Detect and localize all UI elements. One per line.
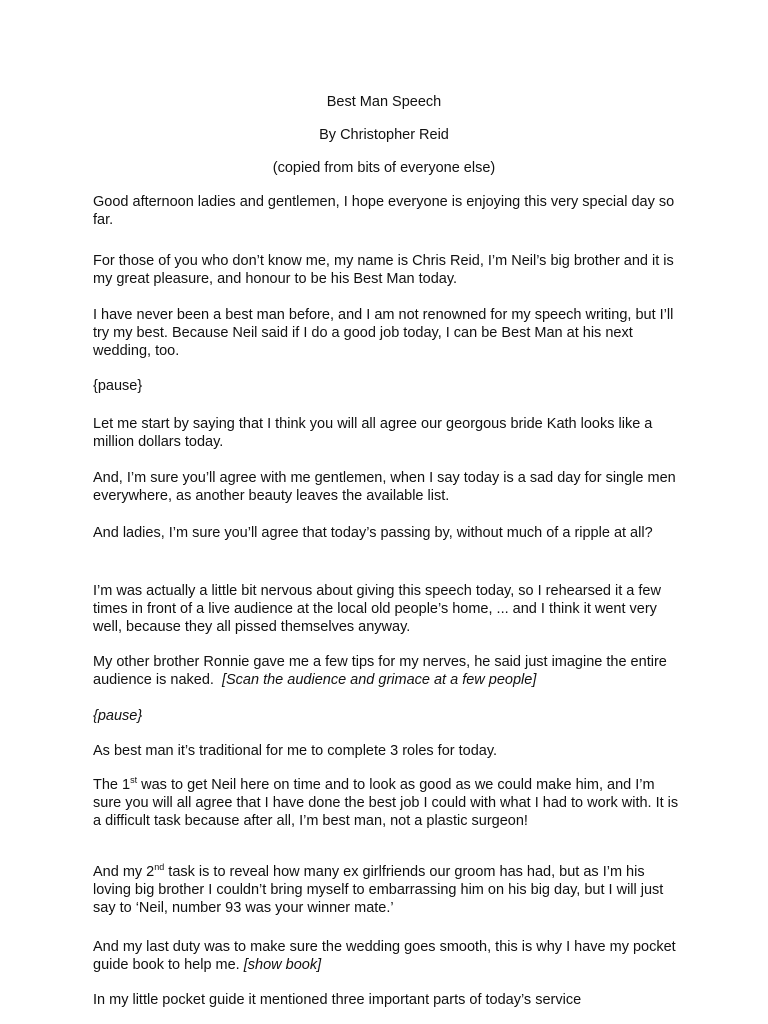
first-role-ordinal: st (130, 775, 138, 786)
paragraph-nerves-tips (93, 653, 683, 689)
paragraph-first-role (93, 776, 683, 830)
first-role-text: was to get Neil here on time and to look as good as we could make him, and I’m sure you will all agree that I have done the best job I could with what I had to work with. It is a difficult task because after all, I’m best man, not a plastic surgeon! (93, 777, 679, 829)
document-title: Best Man Speech (326, 94, 442, 110)
paragraph-pause-1: {pause} (93, 378, 143, 394)
second-role-lead: And my 2 (93, 864, 155, 880)
stage-direction-scan: [Scan the audience and grimace at a few people] (221, 672, 537, 688)
paragraph-nervous: I’m was actually a little bit nervous about giving this speech today, so I rehearsed it a few times in front of a live audience at the local old people’s home, ... and I think it went very well, because they all pissed themselves anyway. (93, 583, 661, 635)
paragraph-greeting: Good afternoon ladies and gentlemen, I hope everyone is enjoying this very special day so far. (93, 194, 675, 228)
document-subtitle: (copied from bits of everyone else) (272, 160, 496, 176)
last-duty-text: And my last duty was to make sure the wedding goes smooth, this is why I have my pocket guide book to help me. (93, 939, 676, 973)
paragraph-ladies: And ladies, I’m sure you’ll agree that today’s passing by, without much of a ripple at all? (93, 525, 653, 541)
paragraph-last-duty (93, 938, 683, 974)
paragraph-introduction: For those of you who don’t know me, my name is Chris Reid, I’m Neil’s big brother and it is my great pleasure, and honour to be his Best Man today. (93, 253, 674, 287)
paragraph-pocket-guide: In my little pocket guide it mentioned three important parts of today’s service (93, 992, 582, 1008)
document-author: By Christopher Reid (319, 127, 449, 143)
paragraph-second-role (93, 863, 683, 917)
second-role-ordinal: nd (154, 862, 165, 873)
second-role-text: task is to reveal how many ex girlfriends our groom has had, but as I’m his loving big brother I couldn’t bring myself to embarrassing him on his big day, but I will just say to ‘Neil, number 93 was your winner mate.’ (93, 864, 664, 916)
paragraph-gentlemen: And, I’m sure you’ll agree with me gentlemen, when I say today is a sad day for single men everywhere, as another beauty leaves the available list. (93, 470, 676, 504)
paragraph-bride: Let me start by saying that I think you will all agree our georgous bride Kath looks like a million dollars today. (93, 416, 653, 450)
paragraph-pause-2: {pause} (93, 708, 143, 724)
stage-direction-show-book: [show book] (243, 957, 322, 973)
first-role-lead: The 1 (93, 777, 131, 793)
paragraph-never-best-man: I have never been a best man before, and I am not renowned for my speech writing, but I’ll try my best. Because Neil said if I do a good job today, I can be Best Man at his next wedding, too. (93, 307, 674, 359)
nerves-tips-text: My other brother Ronnie gave me a few tips for my nerves, he said just imagine the entire audience is naked. (93, 654, 667, 688)
paragraph-three-roles: As best man it’s traditional for me to complete 3 roles for today. (93, 743, 498, 759)
